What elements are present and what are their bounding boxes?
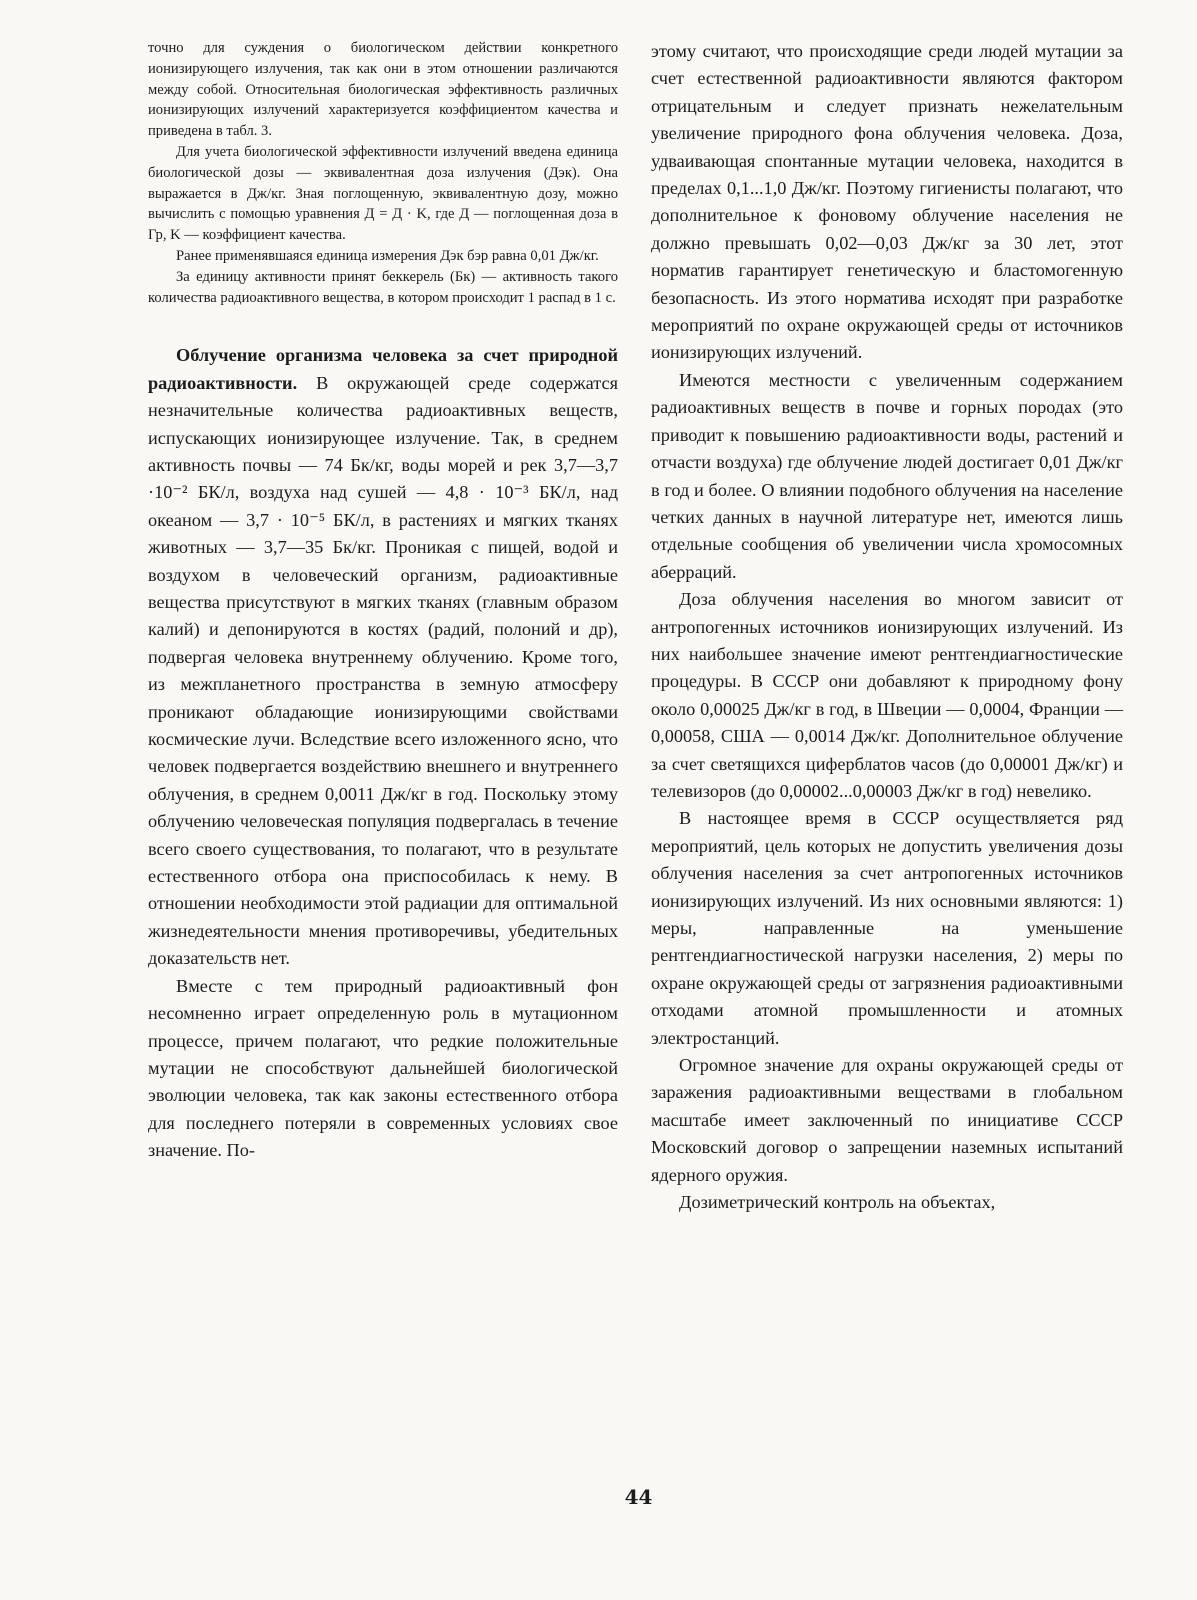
- small-paragraph: За единицу активности принят беккерель (Бк) — активность такого количества радиоактивного вещества, в котором происходит 1 распад в 1 с.: [148, 268, 618, 306]
- body-paragraph: Доза облучения населения во многом зависит от антропогенных источников ионизирующих излучений. Из них наибольшее значение имеют рентгендиагностические процедуры. В СССР они добавляют к природному фону около 0,00025 Дж/кг в год, в Швеции — 0,0004, Франции — 0,00058, США — 0,0014 Дж/кг. Дополнительное облучение за счет светящихся циферблатов часов (до 0,00001 Дж/кг) и телевизоров (до 0,00002...0,00003 Дж/кг в год) невелико.: [651, 589, 1123, 801]
- small-print-block: [148, 38, 618, 308]
- section-gap: [148, 308, 618, 342]
- small-paragraph: Ранее применявшаяся единица измерения Дэк бэр равна 0,01 Дж/кг.: [176, 247, 599, 264]
- body-paragraph: Вместе с тем природный радиоактивный фон несомненно играет определенную роль в мутационном процессе, причем полагают, что редкие положительные мутации не способствуют дальнейшей биологической эволюции человека, так как законы естественного отбора для последнего потеряли в современных условиях свое значение. По-: [148, 975, 618, 1161]
- page-number: 44: [624, 1485, 653, 1509]
- body-paragraph: Дозиметрический контроль на объектах,: [679, 1192, 996, 1213]
- main-text-left: [148, 342, 618, 1164]
- section-first-paragraph: [148, 342, 618, 972]
- body-paragraph: Имеются местности с увеличенным содержанием радиоактивных веществ в почве и горных породах (это приводит к повышению радиоактивности воды, растений и отчасти воздуха) где облучение людей достигает 0,01 Дж/кг в год и более. О влиянии подобного облучения на население четких данных в научной литературе нет, имеются лишь отдельные сообщения об увеличении числа хромосомных аберраций.: [651, 369, 1123, 582]
- body-paragraph: этому считают, что происходящие среди людей мутации за счет естественной радиоактивности являются фактором отрицательным и следует признать нежелательным увеличение природного фона облучения человека. Доза, удваивающая спонтанные мутации человека, находится в пределах 0,1...1,0 Дж/кг. Поэтому гигиенисты полагают, что дополнительное к фоновому облучение населения не должно превышать 0,02—0,03 Дж/кг за 30 лет, этот норматив гарантирует генетическую и бластомогенную безопасность. Из этого норматива исходят при разработке мероприятий по охране окружающей среды от источников ионизирующих излучений.: [651, 41, 1123, 363]
- body-paragraph: В настоящее время в СССР осуществляется ряд мероприятий, цель которых не допустить увеличения дозы облучения населения за счет антропогенных источников ионизирующих излучений. Из них основными являются: 1) меры, направленные на уменьшение рентгендиагностической нагрузки населения, 2) меры по охране окружающей среды от загрязнения радиоактивными отходами атомной промышленности и атомных электростанций.: [651, 808, 1123, 1048]
- small-paragraph: Для учета биологической эффективности излучений введена единица биологической дозы — эквивалентная доза излучения (Дэк). Она выражается в Дж/кг. Зная поглощенную, эквивалентную дозу, можно вычислить с помощью уравнения Д = Д · K, где Д — поглощенная доза в Гр, K — коэффициент качества.: [148, 143, 618, 244]
- section-first-paragraph-text: В окружающей среде содержатся незначительные количества радиоактивных веществ, испускающих ионизирующее излучение. Так, в среднем активность почвы — 74 Бк/кг, воды морей и рек 3,7—3,7 ·10⁻² БК/л, воздуха над сушей — 4,8 · 10⁻³ БК/л, над океаном — 3,7 · 10⁻⁵ БК/л, в растениях и мягких тканях животных — 3,7—35 Бк/кг. Проникая с пищей, водой и воздухом в человеческий организм, радиоактивные вещества присутствуют в мягких тканях (главным образом калий) и депонируются в костях (радий, полоний и др), подвергая человека внутреннему облучению. Кроме того, из межпланетного пространства в земную атмосферу проникают обладающие ионизирующими свойствами космические лучи. Вследствие всего изложенного ясно, что человек подвергается воздействию внешнего и внутреннего облучения, в среднем 0,0011 Дж/кг в год. Поскольку этому облучению человеческая популяция подвергалась в течение всего своего существования, то полагают, что в результате естественного отбора она приспособилась к нему. В отношении необходимости этой радиации для оптимальной жизнедеятельности мнения противоречивы, убедительных доказательств нет.: [148, 372, 618, 969]
- small-paragraph: точно для суждения о биологическом действии конкретного ионизирующего излучения, так как они в этом отношении различаются между собой. Относительная биологическая эффективность различных ионизирующих излучений характеризуется коэффициентом качества и приведена в табл. 3.: [148, 40, 618, 140]
- left-column: [148, 38, 618, 1165]
- section-heading: Облучение организма человека за счет природной радиоактивности.: [148, 345, 618, 393]
- right-column: [651, 38, 1123, 1216]
- body-paragraph: Огромное значение для охраны окружающей среды от заражения радиоактивными веществами в глобальном масштабе имеет заключенный по инициативе СССР Московский договор о запрещении наземных испытаний ядерного оружия.: [651, 1055, 1123, 1185]
